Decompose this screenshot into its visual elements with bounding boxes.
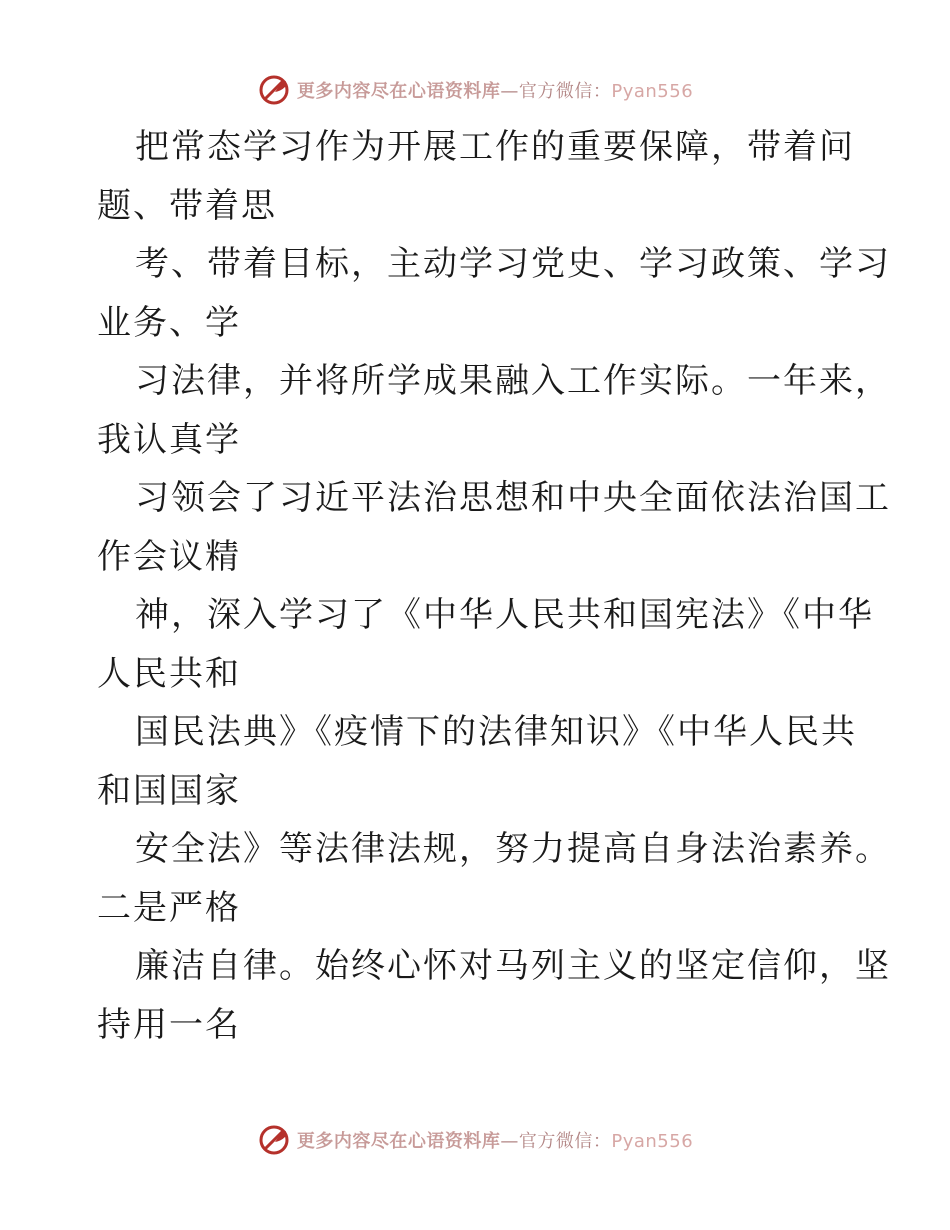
text-line: 国民法典》《疫情下的法律知识》《中华人民共 (135, 712, 857, 752)
text-line: 神，深入学习了《中华人民共和国宪法》《中华 (135, 595, 874, 635)
watermark-dash: — (500, 1131, 519, 1152)
text-line: 和国国家 (97, 770, 241, 811)
quill-logo-icon (257, 73, 291, 107)
text-line: 考、带着目标，主动学习党史、学习政策、学习 (135, 244, 891, 284)
text-line: 二是严格 (97, 887, 241, 928)
watermark-account: Pyan556 (611, 1131, 694, 1152)
text-line: 廉洁自律。始终心怀对马列主义的坚定信仰，坚 (135, 946, 891, 986)
watermark-label: 官方微信： (518, 81, 612, 102)
document-body (97, 118, 891, 1054)
watermark-dash: — (500, 81, 519, 102)
watermark-label: 官方微信： (518, 1131, 612, 1152)
text-line: 作会议精 (97, 536, 241, 577)
text-line: 持用一名 (97, 1004, 241, 1045)
quill-logo-icon (257, 1123, 291, 1157)
text-line: 题、带着思 (97, 185, 277, 226)
text-line: 安全法》等法律法规，努力提高自身法治素养。 (135, 829, 891, 869)
text-line: 习法律，并将所学成果融入工作实际。一年来， (135, 361, 891, 401)
text-line: 习领会了习近平法治思想和中央全面依法治国工 (135, 478, 891, 518)
footer-watermark (0, 1120, 950, 1160)
text-line: 把常态学习作为开展工作的重要保障，带着问 (135, 127, 855, 167)
text-line: 人民共和 (97, 653, 241, 694)
watermark-brand: 更多内容尽在心语资料库 (296, 81, 501, 102)
watermark-brand: 更多内容尽在心语资料库 (296, 1131, 501, 1152)
text-line: 我认真学 (97, 419, 241, 460)
text-line: 业务、学 (97, 302, 241, 343)
header-watermark (0, 70, 950, 110)
watermark-account: Pyan556 (611, 81, 694, 102)
